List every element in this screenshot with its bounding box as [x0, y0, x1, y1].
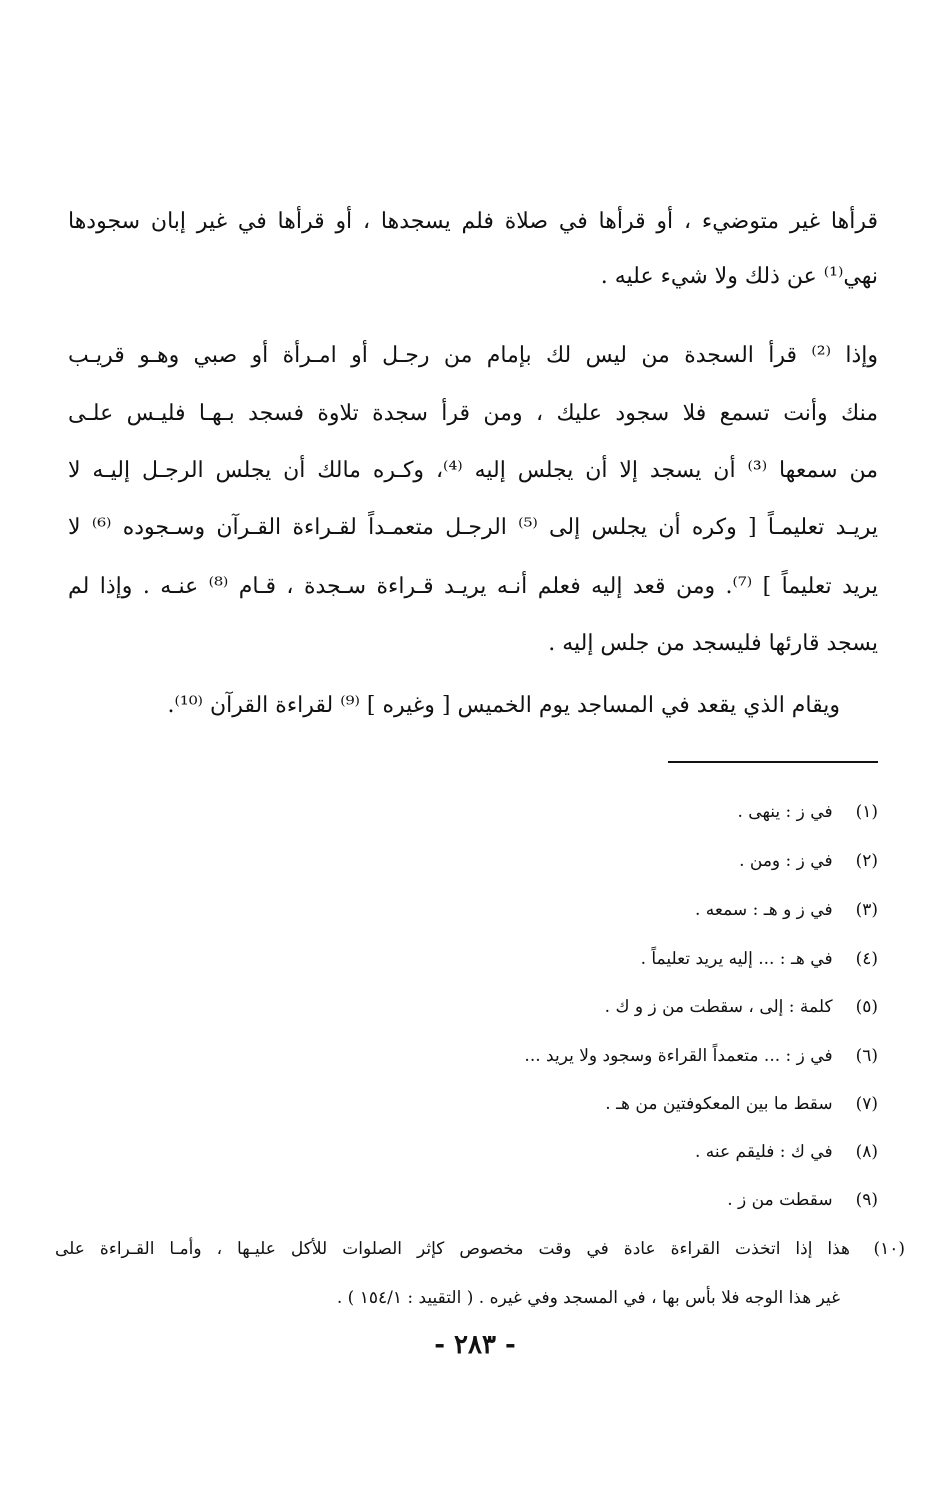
footnote-10-continuation — [110, 1283, 840, 1313]
footnote-9 — [48, 1185, 878, 1215]
footnote-text: في ز : ومن . — [739, 851, 833, 871]
footnote-number: (٩) — [855, 1190, 878, 1210]
footnote-1 — [48, 797, 878, 827]
footnote-text: في ك : فليقم عنه . — [694, 1142, 833, 1162]
body-line-3: وإذا ⁽²⁾ قرأ السجدة من ليس لك بإمام من رجـل أو امـرأة أو صبي وهـو قريـب — [68, 343, 878, 368]
body-line-7: يريد تعليماً ] ⁽⁷⁾. ومن قعد إليه فعلم أنـه يريـد قـراءة سـجدة ، قـام ⁽⁸⁾ عنـه . وإذا لم — [68, 574, 878, 599]
footnote-text: في هـ : ... إليه يريد تعليماً . — [640, 949, 833, 969]
footnote-text: في ز : ينهى . — [737, 802, 833, 822]
footnote-number: (٥) — [855, 997, 878, 1017]
footnote-5 — [48, 992, 878, 1022]
footnote-8 — [48, 1137, 878, 1167]
footnote-text: غير هذا الوجه فلا بأس بها ، في المسجد وفي غيره . ( التقييد : ١٥٤/١ ) . — [336, 1288, 840, 1308]
footnote-number: (٦) — [855, 1046, 878, 1066]
footnote-number: (٨) — [855, 1142, 878, 1162]
page-number: - ٢٨٣ - — [434, 1330, 516, 1360]
body-line-4: منك وأنت تسمع فلا سجود عليك ، ومن قرأ سجدة تلاوة فسجد بـهـا فليـس علـى — [68, 401, 878, 426]
footnote-7 — [48, 1089, 878, 1119]
footnote-text: هذا إذا اتخذت القراءة عادة في وقت مخصوص كإثر الصلوات للأكل عليـها ، وأمـا القـراءة على — [55, 1239, 851, 1259]
body-line-1: قرأها غير متوضيء ، أو قرأها في صلاة فلم يسجدها ، أو قرأها في غير إبان سجودها — [68, 209, 878, 234]
footnote-text: في ز و هـ : سمعه . — [694, 900, 833, 920]
footnote-number: (١٠) — [873, 1239, 905, 1259]
footnote-text: في ز : ... متعمداً القراءة وسجود ولا يريد ... — [524, 1046, 833, 1066]
footnote-10 — [55, 1234, 905, 1264]
body-line-5: من سمعها ⁽³⁾ أن يسجد إلا أن يجلس إليه ⁽⁴⁾، وكـره مالك أن يجلس الرجـل إليـه لا — [68, 458, 878, 483]
footnote-text: سقط ما بين المعكوفتين من هـ . — [605, 1094, 833, 1114]
footnote-6 — [48, 1041, 878, 1071]
footnote-number: (٣) — [855, 900, 878, 920]
footnote-separator — [668, 761, 878, 763]
footnote-number: (١) — [855, 802, 878, 822]
body-line-9: ويقام الذي يقعد في المساجد يوم الخميس [ وغيره ] ⁽⁹⁾ لقراءة القرآن ⁽¹⁰⁾. — [167, 693, 840, 718]
footnote-text: سقطت من ز . — [727, 1190, 833, 1210]
footnote-number: (٤) — [855, 949, 878, 969]
body-line-2: نهي⁽¹⁾ عن ذلك ولا شيء عليه . — [600, 264, 878, 289]
footnote-number: (٧) — [855, 1094, 878, 1114]
footnote-2 — [48, 846, 878, 876]
footnote-4 — [48, 944, 878, 974]
footnote-number: (٢) — [855, 851, 878, 871]
footnote-3 — [48, 895, 878, 925]
body-line-6: يريـد تعليمـاً [ وكره أن يجلس إلى ⁽⁵⁾ الرجـل متعمـداً لقـراءة القـرآن وسـجوده ⁽⁶⁾ لا — [68, 515, 878, 540]
body-line-8: يسجد قارئها فليسجد من جلس إليه . — [548, 631, 878, 656]
footnote-text: كلمة : إلى ، سقطت من ز و ك . — [604, 997, 833, 1017]
